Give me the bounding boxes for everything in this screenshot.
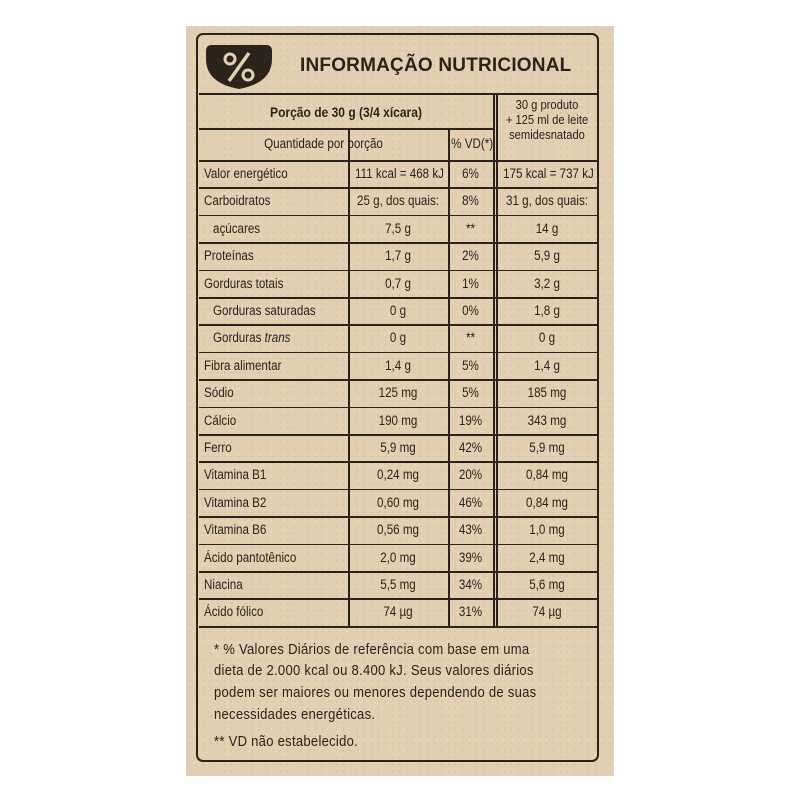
- nutrient-name-italic: trans: [264, 330, 291, 346]
- quantity-value: 0 g: [389, 330, 407, 346]
- row-rule: [199, 187, 598, 189]
- row-rule: [199, 516, 598, 518]
- quantity-value: 1,7 g: [385, 248, 411, 264]
- header-with-milk: [503, 97, 591, 142]
- row-rule: [199, 544, 598, 546]
- footnote-line: dieta de 2.000 kcal ou 8.400 kJ. Seus valores diários: [214, 663, 534, 679]
- vd-value: 20%: [458, 467, 483, 483]
- quantity-value: 0 g: [389, 303, 407, 318]
- row-rule: [199, 407, 598, 409]
- footnote-line: podem ser maiores ou menores dependendo de suas: [214, 685, 537, 701]
- column-rule: [493, 95, 495, 626]
- nutrient-name-text: Cálcio: [204, 412, 237, 428]
- nutrient-name: [204, 576, 243, 594]
- with-milk-value: 1,8 g: [534, 303, 560, 318]
- nutrient-name-text: Fibra alimentar: [204, 357, 282, 373]
- quantity-value: 190 mg: [378, 412, 418, 428]
- nutrient-name-text: Proteínas: [204, 248, 254, 264]
- quantity-value: 5,5 mg: [380, 577, 416, 592]
- with-milk-value: 185 mg: [527, 385, 567, 401]
- footnote-line: * % Valores Diários de referência com base em uma: [214, 642, 530, 658]
- nutrient-name: [204, 192, 270, 210]
- vd-value: 0%: [462, 303, 479, 318]
- with-milk-value: 31 g, dos quais:: [506, 193, 588, 209]
- vd-value: 31%: [458, 604, 483, 620]
- vd-value: 46%: [458, 494, 483, 510]
- column-rule: [448, 128, 450, 626]
- label-header: [196, 33, 599, 93]
- quantity-value: 5,9 mg: [380, 440, 416, 455]
- nutrient-name-text: Vitamina B6: [204, 522, 267, 538]
- nutrient-name-text: Vitamina B1: [204, 467, 267, 483]
- vd-value: 5%: [462, 357, 479, 373]
- quantity-value: 74 µg: [383, 604, 413, 620]
- row-rule: [199, 379, 598, 381]
- row-rule: [199, 324, 598, 326]
- header-quantity: Quantidade por porção: [264, 136, 383, 151]
- row-rule: [199, 489, 598, 491]
- nutrient-name-text: Vitamina B2: [204, 494, 267, 510]
- with-milk-value: 2,4 mg: [529, 549, 565, 565]
- header-with-milk-line: + 125 ml de leite: [505, 112, 589, 127]
- nutrient-name-text: Carboidratos: [204, 193, 271, 209]
- nutrient-name: [213, 220, 260, 238]
- vd-value: 6%: [462, 166, 479, 181]
- row-rule: [199, 598, 598, 600]
- vd-value: 39%: [458, 549, 483, 565]
- vd-value: 42%: [458, 440, 483, 455]
- with-milk-value: 5,9 mg: [529, 440, 565, 455]
- row-rule: [199, 461, 598, 463]
- vd-value: 5%: [462, 385, 479, 401]
- vd-value: 34%: [458, 577, 483, 592]
- row-rule: [199, 626, 598, 628]
- nutrient-name: [204, 384, 234, 402]
- column-rule: [348, 128, 350, 626]
- nutrient-name-text: Niacina: [204, 577, 243, 592]
- quantity-value: 0,56 mg: [377, 522, 419, 538]
- with-milk-value: 0,84 mg: [526, 494, 568, 510]
- nutrient-name-text: Sódio: [204, 385, 234, 401]
- with-milk-value: 175 kcal = 737 kJ: [503, 166, 594, 181]
- nutrient-name: [204, 549, 296, 567]
- with-milk-value: 0,84 mg: [526, 467, 568, 483]
- vd-value: **: [465, 330, 476, 346]
- quantity-value: 1,4 g: [385, 357, 411, 373]
- with-milk-value: 5,9 g: [534, 248, 560, 264]
- row-rule: [199, 434, 598, 436]
- nutrient-name-text: Gorduras: [213, 330, 262, 346]
- quantity-value: 0,24 mg: [377, 467, 419, 483]
- with-milk-value: 0 g: [538, 330, 556, 346]
- quantity-value: 125 mg: [378, 385, 418, 401]
- percent-bowl-icon: [204, 43, 274, 91]
- row-rule: [199, 270, 598, 272]
- label-title: INFORMAÇÃO NUTRICIONAL: [300, 55, 572, 76]
- with-milk-value: 3,2 g: [534, 275, 560, 291]
- with-milk-value: 74 µg: [532, 604, 562, 620]
- nutrient-name: [213, 302, 316, 320]
- row-rule: [199, 242, 598, 244]
- quantity-value: 7,5 g: [385, 220, 411, 236]
- nutrient-name: [204, 603, 263, 621]
- header-with-milk-line: semidesnatado: [509, 127, 585, 142]
- nutrient-name-text: Ácido fólico: [204, 604, 264, 620]
- with-milk-value: 343 mg: [527, 412, 567, 428]
- column-rule: [496, 95, 498, 626]
- nutrient-name: [204, 275, 283, 293]
- nutrient-name-text: Gorduras saturadas: [213, 303, 316, 318]
- header-bottom-rule: [199, 160, 598, 162]
- footnote-line: necessidades energéticas.: [214, 707, 376, 723]
- nutrient-name: [204, 412, 236, 430]
- nutrient-name-text: Ácido pantotênico: [204, 549, 297, 565]
- vd-value: 8%: [462, 193, 479, 209]
- quantity-value: 0,60 mg: [377, 494, 419, 510]
- nutrient-name: [204, 521, 266, 539]
- vd-value: 2%: [462, 248, 479, 264]
- nutrient-name-text: Gorduras totais: [204, 275, 284, 291]
- nutrient-name-text: açúcares: [213, 220, 261, 236]
- nutrient-name: [204, 466, 266, 484]
- vd-value: 1%: [462, 275, 479, 291]
- row-rule: [199, 215, 598, 217]
- nutrient-name: [204, 247, 254, 265]
- nutrient-name: [204, 165, 288, 183]
- quantity-value: 25 g, dos quais:: [357, 193, 439, 209]
- nutrient-name: [204, 357, 281, 375]
- quantity-value: 2,0 mg: [380, 549, 416, 565]
- row-rule: [199, 297, 598, 299]
- nutrient-name-text: Valor energético: [204, 166, 288, 181]
- with-milk-value: 5,6 mg: [529, 577, 565, 592]
- with-milk-value: 1,0 mg: [529, 522, 565, 538]
- vd-value: 19%: [458, 412, 483, 428]
- header-vd: % VD(*): [451, 136, 494, 151]
- row-rule: [199, 352, 598, 354]
- nutrient-name-text: Ferro: [204, 440, 232, 455]
- vd-value: **: [465, 220, 476, 236]
- nutrient-name: [204, 494, 266, 512]
- nutrient-name: [213, 329, 290, 347]
- header-with-milk-line: 30 g produto: [515, 97, 579, 112]
- nutrient-name: [204, 439, 232, 457]
- quantity-value: 0,7 g: [385, 275, 411, 291]
- quantity-value: 111 kcal = 468 kJ: [355, 166, 444, 181]
- with-milk-value: 14 g: [535, 220, 559, 236]
- serving-size: Porção de 30 g (3/4 xícara): [270, 104, 422, 120]
- with-milk-value: 1,4 g: [534, 357, 560, 373]
- row-rule: [199, 571, 598, 573]
- table-top-rule: [199, 93, 598, 95]
- footnote-vd-not-established: ** VD não estabelecido.: [214, 734, 359, 750]
- vd-value: 43%: [458, 522, 483, 538]
